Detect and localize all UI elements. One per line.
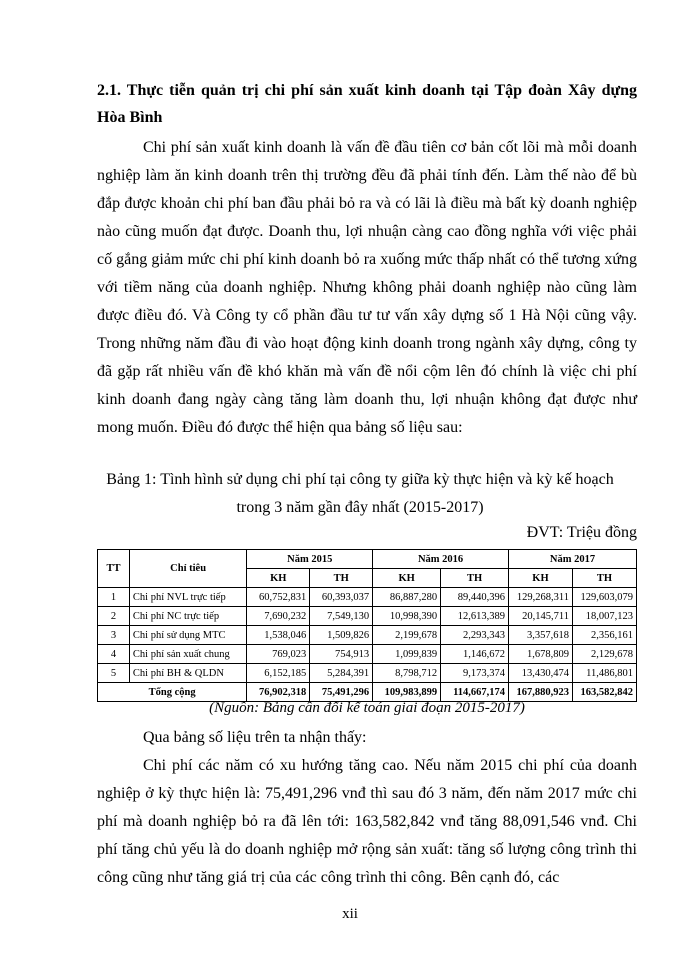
row-value: 60,393,037 [310, 588, 373, 607]
row-value: 12,613,389 [441, 607, 509, 626]
subheader-kh: KH [509, 569, 573, 588]
row-label: Chi phí NVL trực tiếp [129, 588, 246, 607]
table-row [98, 645, 637, 664]
source-note: (Nguồn: Bảng cân đối kế toán giai đoạn 2015-2017) [209, 700, 525, 716]
row-number: 5 [98, 664, 130, 683]
row-value: 5,284,391 [310, 664, 373, 683]
row-value: 9,173,374 [441, 664, 509, 683]
header-indicator: Chỉ tiêu [129, 550, 246, 588]
total-value: 109,983,899 [373, 683, 441, 702]
header-year-2015: Năm 2015 [247, 550, 373, 569]
table-caption-line-1: Bảng 1: Tình hình sử dụng chi phí tại công ty giữa kỳ thực hiện và kỳ kế hoạch [106, 471, 614, 488]
total-value: 163,582,842 [572, 683, 636, 702]
row-number: 2 [98, 607, 130, 626]
row-value: 2,293,343 [441, 626, 509, 645]
row-value: 1,509,826 [310, 626, 373, 645]
table-caption-line-2: trong 3 năm gần đây nhất (2015-2017) [236, 499, 484, 516]
row-value: 1,678,809 [509, 645, 573, 664]
header-year-2017: Năm 2017 [509, 550, 637, 569]
row-number: 1 [98, 588, 130, 607]
row-value: 60,752,831 [247, 588, 310, 607]
row-value: 7,690,232 [247, 607, 310, 626]
subheader-th: TH [310, 569, 373, 588]
row-value: 89,440,396 [441, 588, 509, 607]
cost-table [97, 549, 637, 702]
row-value: 129,268,311 [509, 588, 573, 607]
subheader-th: TH [572, 569, 636, 588]
total-value: 76,902,318 [247, 683, 310, 702]
table-header-row [98, 550, 637, 569]
observation-intro [97, 724, 637, 752]
row-label: Chi phí sử dụng MTC [129, 626, 246, 645]
page-number: xii [342, 906, 358, 922]
total-value: 114,667,174 [441, 683, 509, 702]
table-row [98, 626, 637, 645]
subheader-kh: KH [373, 569, 441, 588]
row-value: 7,549,130 [310, 607, 373, 626]
row-value: 1,538,046 [247, 626, 310, 645]
header-tt: TT [98, 550, 130, 588]
total-label: Tổng cộng [98, 683, 247, 702]
row-value: 18,007,123 [572, 607, 636, 626]
header-year-2016: Năm 2016 [373, 550, 509, 569]
row-value: 129,603,079 [572, 588, 636, 607]
row-value: 769,023 [247, 645, 310, 664]
row-value: 86,887,280 [373, 588, 441, 607]
row-value: 2,356,161 [572, 626, 636, 645]
intro-paragraph-text: Chi phí sản xuất kinh doanh là vấn đề đầu tiên cơ bản cốt lõi mà mỗi doanh nghiệp làm ăn kinh doanh trên thị trường đều đã phải tính đến. Làm thế nào để bù đắp được khoản chi phí ban đầu phải bỏ ra và có lãi là điều mà bất kỳ doanh nghiệp nào cũng muốn đạt được. Doanh thu, lợi nhuận càng cao đồng nghĩa với việc phải cố gắng giảm mức chi phí kinh doanh bỏ ra xuống mức thấp nhất có thể tương xứng với tiềm năng của doanh nghiệp. Nhưng không phải doanh nghiệp nào cũng làm được điều đó. Và Công ty cổ phần đầu tư tư vấn xây dựng số 1 Hà Nội cũng vậy. Trong những năm đầu đi vào hoạt động kinh doanh trong ngành xây dựng, công ty đã gặp rất nhiều vấn đề khó khăn mà vấn đề nổi cộm lên đó chính là việc chi phí kinh doanh đang ngày càng tăng làm doanh thu, lợi nhuận không đạt được như mong muốn. Điều đó được thể hiện qua bảng số liệu sau: [97, 139, 637, 436]
row-number: 3 [98, 626, 130, 645]
subheader-kh: KH [247, 569, 310, 588]
row-value: 2,199,678 [373, 626, 441, 645]
row-label: Chi phí BH & QLDN [129, 664, 246, 683]
row-value: 11,486,801 [572, 664, 636, 683]
intro-paragraph [97, 134, 637, 442]
row-value: 1,146,672 [441, 645, 509, 664]
row-label: Chi phí sản xuất chung [129, 645, 246, 664]
table-row [98, 588, 637, 607]
row-value: 20,145,711 [509, 607, 573, 626]
row-value: 8,798,712 [373, 664, 441, 683]
total-value: 75,491,296 [310, 683, 373, 702]
row-value: 10,998,390 [373, 607, 441, 626]
observation-paragraph-text: Chi phí các năm có xu hướng tăng cao. Nếu năm 2015 chi phí của doanh nghiệp ở kỳ thực hiện là: 75,491,296 vnđ thì sau đó 3 năm, đến năm 2017 mức chi phí mà doanh nghiệp bỏ ra đã lên tới: 163,582,842 vnđ tăng 88,091,546 vnđ. Chi phí tăng chủ yếu là do doanh nghiệp mở rộng sản xuất: tăng số lượng công trình thi công cũng như tăng giá trị của các công trình thi công. Bên cạnh đó, các [97, 757, 637, 886]
row-label: Chi phí NC trực tiếp [129, 607, 246, 626]
observation-paragraph [97, 752, 637, 892]
table-body [98, 588, 637, 702]
table-row [98, 664, 637, 683]
row-value: 2,129,678 [572, 645, 636, 664]
observation-intro-text: Qua bảng số liệu trên ta nhận thấy: [143, 729, 367, 746]
subheader-th: TH [441, 569, 509, 588]
section-heading: 2.1. Thực tiễn quản trị chi phí sản xuất kinh doanh tại Tập đoàn Xây dựng Hòa Bình [97, 82, 637, 126]
row-value: 6,152,185 [247, 664, 310, 683]
unit-label: ĐVT: Triệu đồng [526, 524, 637, 541]
table-row [98, 607, 637, 626]
row-value: 754,913 [310, 645, 373, 664]
row-value: 1,099,839 [373, 645, 441, 664]
total-value: 167,880,923 [509, 683, 573, 702]
row-value: 13,430,474 [509, 664, 573, 683]
row-number: 4 [98, 645, 130, 664]
row-value: 3,357,618 [509, 626, 573, 645]
